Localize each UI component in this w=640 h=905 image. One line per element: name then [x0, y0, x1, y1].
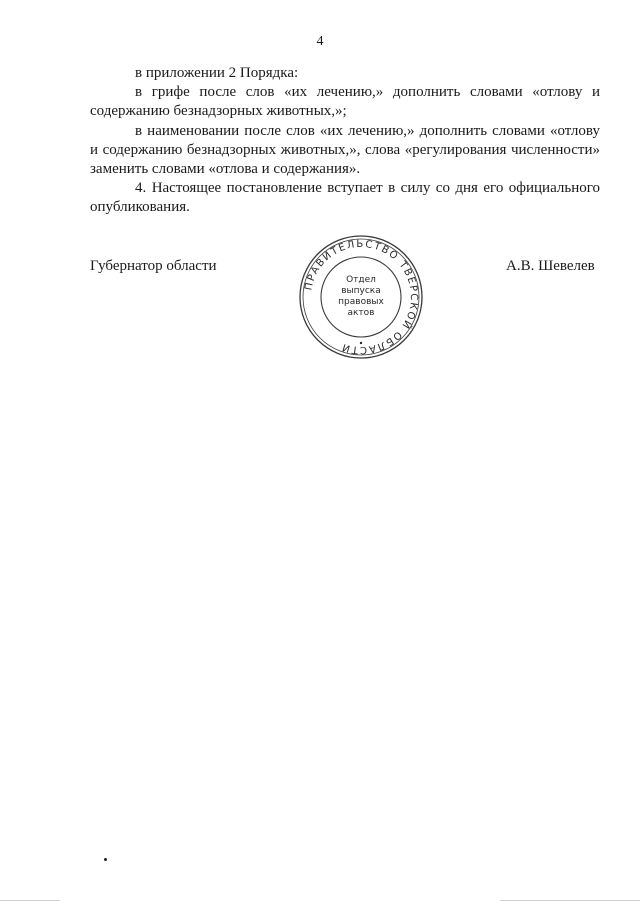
- scan-edge-line: [500, 900, 640, 901]
- signatory-name: А.В. Шевелев: [506, 258, 595, 274]
- official-seal: [298, 234, 424, 360]
- paragraph-heading-note: в грифе после слов «их лечению,» дополнить словами «отлову и содержанию безнадзорных животных,»;: [90, 84, 600, 120]
- page-number: 4: [316, 34, 324, 49]
- scan-edge-line: [0, 900, 60, 901]
- seal-inner-line: правовых: [338, 297, 384, 307]
- seal-graphic: [298, 234, 424, 360]
- scan-speck: [104, 858, 107, 861]
- seal-ring-text: ПРАВИТЕЛЬСТВО ТВЕРСКОЙ ОБЛАСТИ: [303, 238, 420, 356]
- signatory-position: Губернатор области: [90, 258, 217, 274]
- document-body: [90, 64, 600, 218]
- paragraph-effective-date: 4. Настоящее постановление вступает в силу со дня его официального опубликования.: [90, 180, 600, 216]
- paragraph-appendix: в приложении 2 Порядка:: [135, 65, 299, 81]
- paragraph-title-change: в наименовании после слов «их лечению,» дополнить словами «отлову и содержанию безнадзорных животных,», слова «регулирования численности» заменить словами «отлова и содержания».: [90, 122, 600, 178]
- seal-inner-line: выпуска: [341, 286, 381, 296]
- seal-inner-line: Отдел: [346, 275, 376, 285]
- seal-inner-line: актов: [347, 308, 375, 318]
